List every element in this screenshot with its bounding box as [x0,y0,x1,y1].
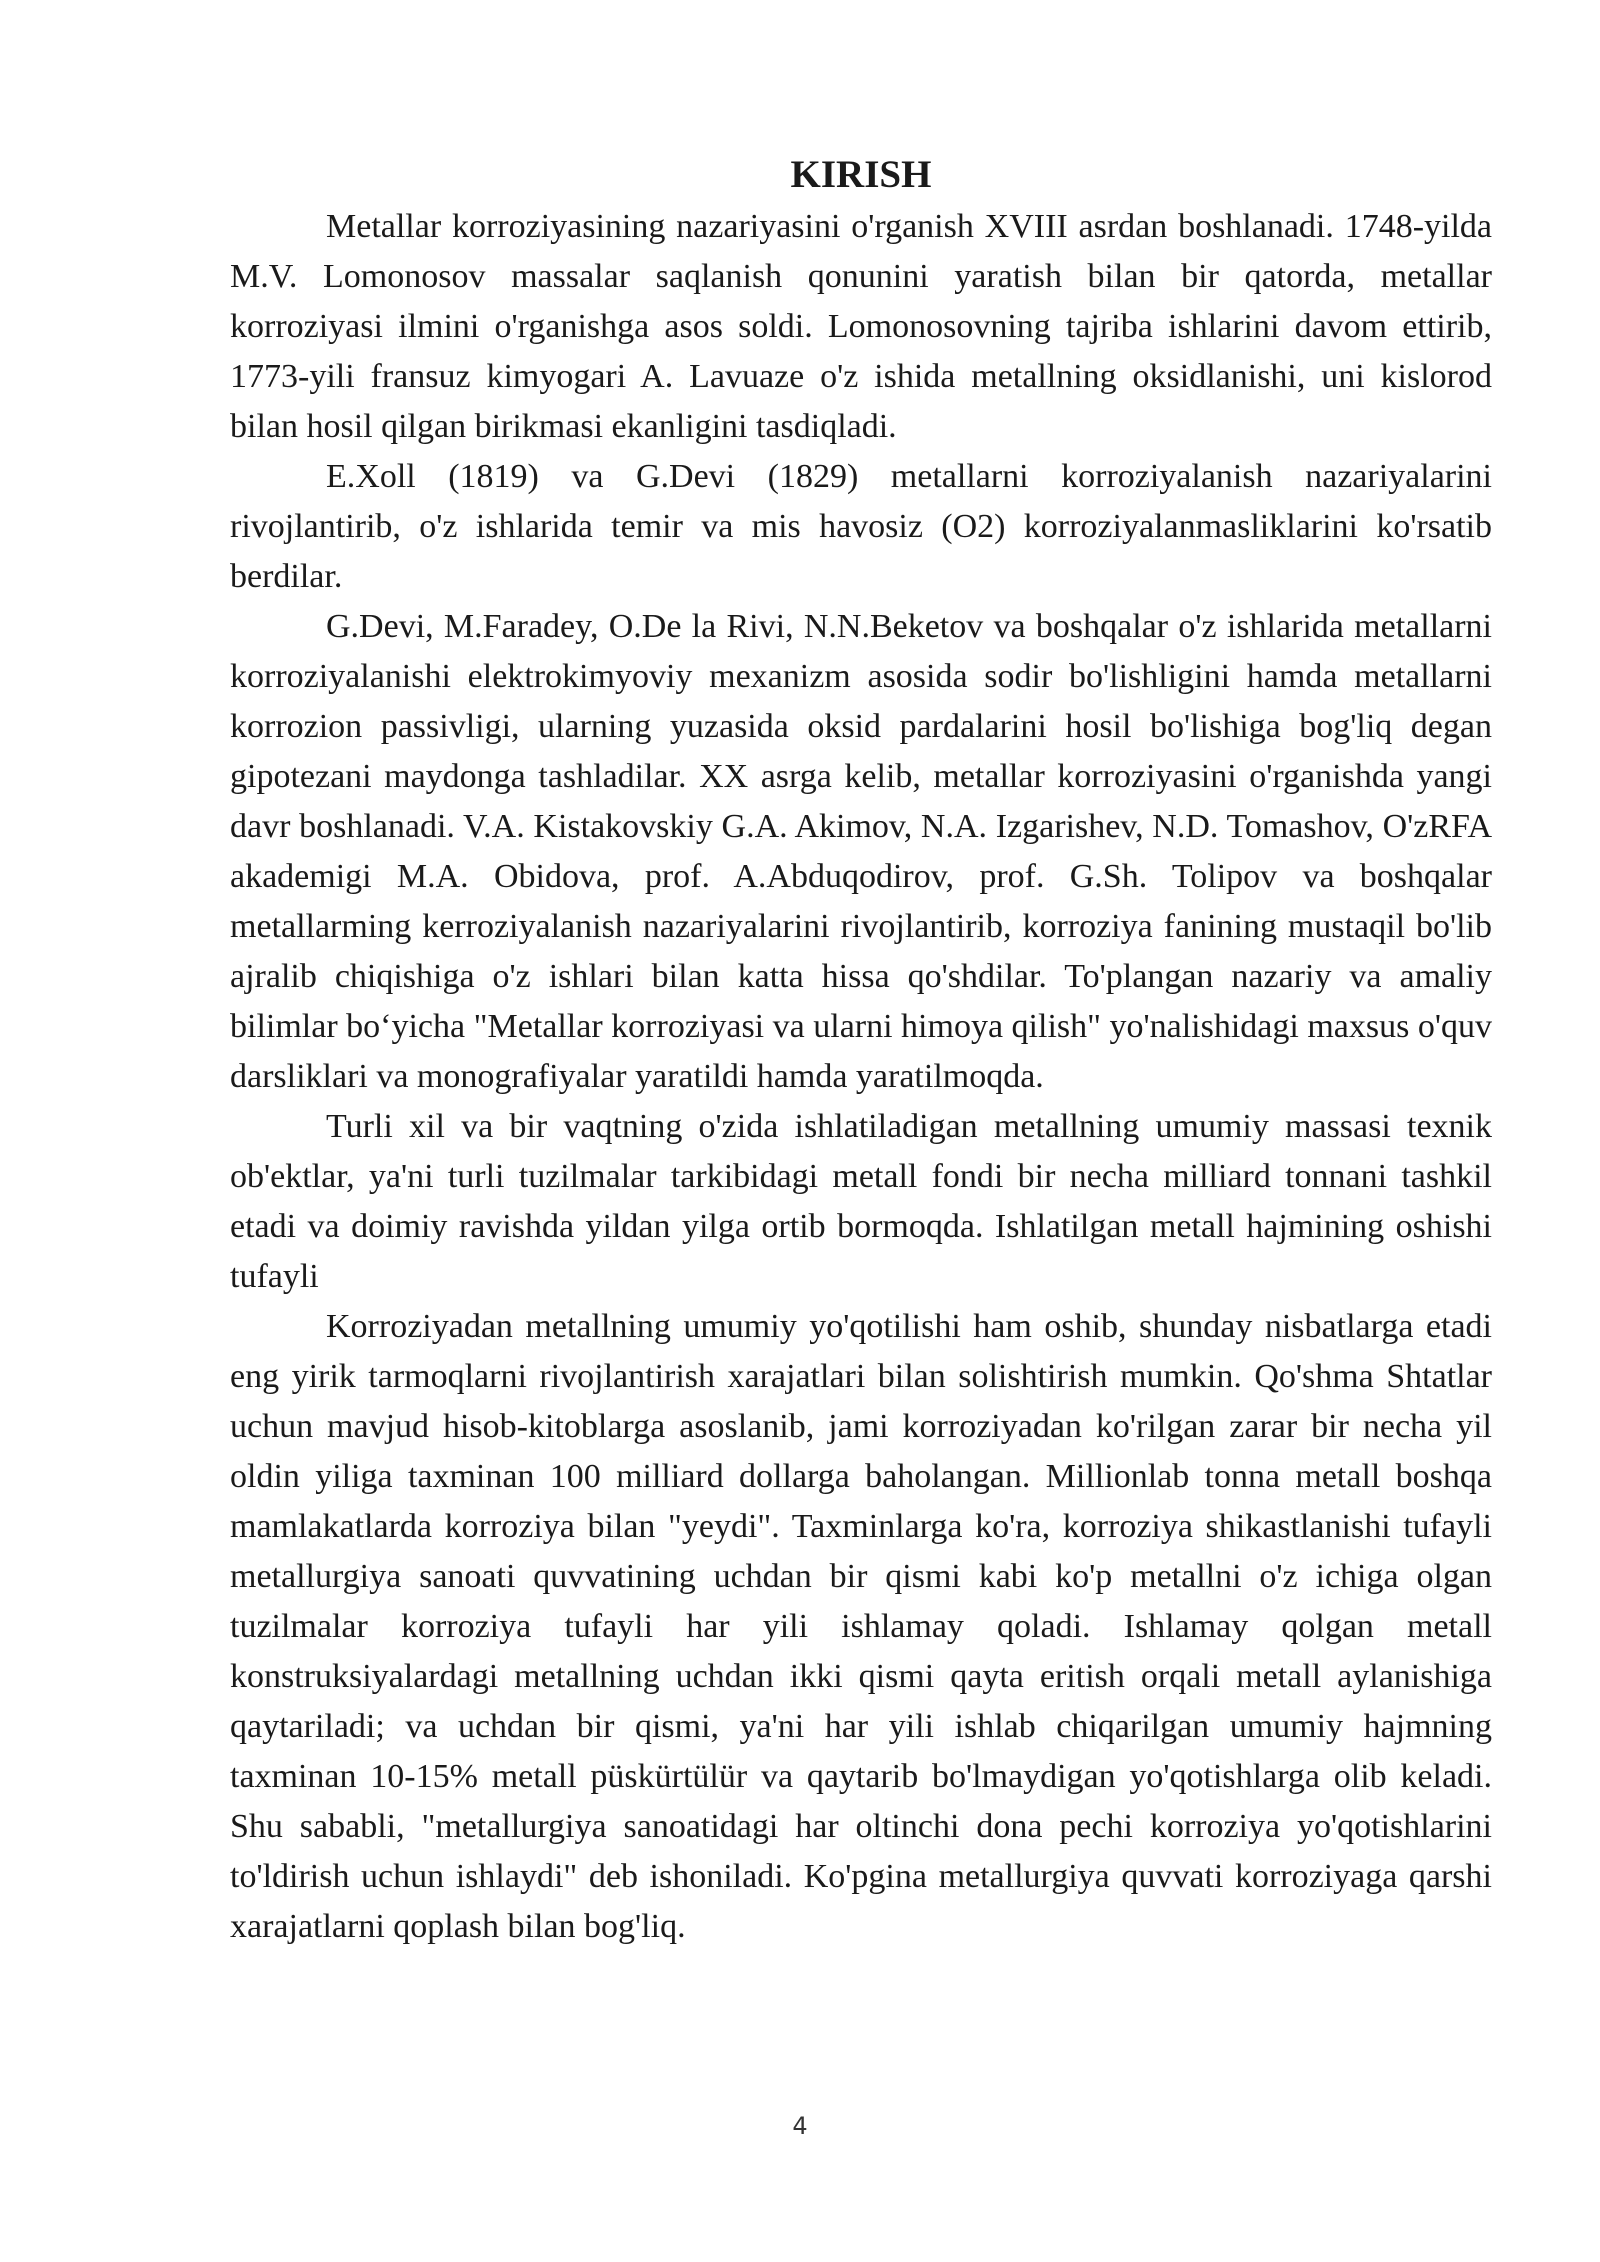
paragraph-5: Korroziyadan metallning umumiy yo'qotilishi ham oshib, shunday nisbatlarga etadi eng yirik tarmoqlarni rivojlantirish xarajatlari bilan solishtirish mumkin. Qo'shma Shtatlar uchun mavjud hisob-kitoblarga asoslanib, jami korroziyadan ko'rilgan zarar bir necha yil oldin yiliga taxminan 100 milliard dollarga baholangan. Millionlab tonna metall boshqa mamlakatlarda korroziya bilan "yeydi". Taxminlarga ko'ra, korroziya shikastlanishi tufayli metallurgiya sanoati quvvatining uchdan bir qismi kabi ko'p metallni o'z ichiga olgan tuzilmalar korroziya tufayli har yili ishlamay qoladi. Ishlamay qolgan metall konstruksiyalardagi metallning uchdan ikki qismi qayta eritish orqali metall aylanishiga qaytariladi; va uchdan bir qismi, ya'ni har yili ishlab chiqarilgan umumiy hajmning taxminan 10-15% metall püskürtülür va qaytarib bo'lmaydigan yo'qotishlarga olib keladi. Shu sababli, "metallurgiya sanoatidagi har oltinchi dona pechi korroziya yo'qotishlarini to'ldirish uchun ishlaydi" deb ishoniladi. Ko'pgina metallurgiya quvvati korroziyaga qarshi xarajatlarni qoplash bilan bog'liq. [230,1308,1492,1945]
document-body [230,150,1492,1952]
paragraph-1: Metallar korroziyasining nazariyasini o'rganish XVIII asrdan boshlanadi. 1748-yilda M.V. Lomonosov massalar saqlanish qonunini yaratish bilan bir qatorda, metallar korroziyasi ilmini o'rganishga asos soldi. Lomonosovning tajriba ishlarini davom ettirib, 1773-yili fransuz kimyogari A. Lavuaze o'z ishida metallning oksidlanishi, uni kislorod bilan hosil qilgan birikmasi ekanligini tasdiqladi. [230,208,1492,445]
paragraph-2: E.Xoll (1819) va G.Devi (1829) metallarni korroziyalanish nazariyalarini rivojlantirib, o'z ishlarida temir va mis havosiz (O2) korroziyalanmasliklarini ko'rsatib berdilar. [230,458,1492,595]
paragraph-4: Turli xil va bir vaqtning o'zida ishlatiladigan metallning umumiy massasi texnik ob'ektlar, ya'ni turli tuzilmalar tarkibidagi metall fondi bir necha milliard tonnani tashkil etadi va doimiy ravishda yildan yilga ortib bormoqda. Ishlatilgan metall hajmining oshishi tufayli [230,1108,1492,1295]
page-title: KIRISH [790,153,932,196]
paragraph-3: G.Devi, M.Faradey, O.De la Rivi, N.N.Beketov va boshqalar o'z ishlarida metallarni korroziyalanishi elektrokimyoviy mexanizm asosida sodir bo'lishligini hamda metallarni korrozion passivligi, ularning yuzasida oksid pardalarini hosil bo'lishiga bog'liq degan gipotezani maydonga tashladilar. XX asrga kelib, metallar korroziyasini o'rganishda yangi davr boshlanadi. V.A. Kistakovskiy G.A. Akimov, N.A. Izgarishev, N.D. Tomashov, O'zRFA akademigi M.A. Obidova, prof. A.Abduqodirov, prof. G.Sh. Tolipov va boshqalar metallarming kerroziyalanish nazariyalarini rivojlantirib, korroziya fanining mustaqil bo'lib ajralib chiqishiga o'z ishlari bilan katta hissa qo'shdilar. To'plangan nazariy va amaliy bilimlar bo‘yicha "Metallar korroziyasi va ularni himoya qilish" yo'nalishidagi maxsus o'quv darsliklari va monografiyalar yaratildi hamda yaratilmoqda. [230,608,1492,1095]
page-number: 4 [792,2112,808,2140]
